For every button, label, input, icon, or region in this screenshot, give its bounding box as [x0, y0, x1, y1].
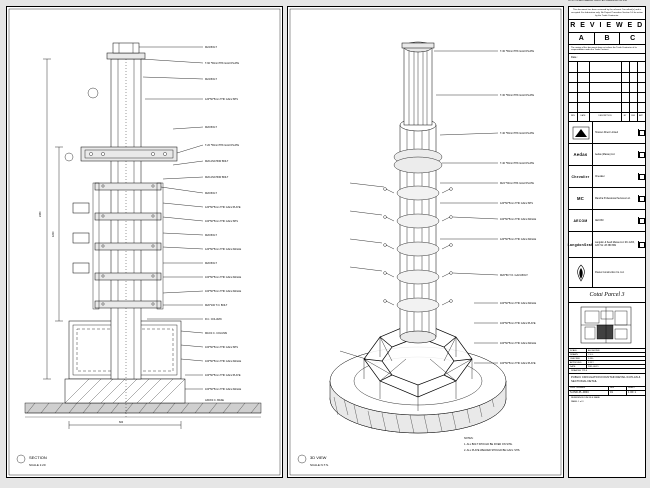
party-check-aecom[interactable]: [638, 217, 645, 224]
sheet-value: 1 OF 1: [628, 391, 636, 395]
svg-text:2. ALL PLATE WELDED SHOULD BE: 2. ALL PLATE WELDED SHOULD BE GALV. SHS.: [464, 449, 521, 452]
mancha-logo-text: MC: [576, 196, 585, 202]
isometric-drawing: [288, 7, 563, 477]
drawing-title: PUBLIC CIRCULATION FOUNTAIN DETAIL 04 PLAN & SECTIONAL DETAIL: [569, 374, 645, 386]
svg-text:M20*80 T.O. GALV.BOLT: M20*80 T.O. GALV.BOLT: [500, 274, 528, 277]
svg-text:M20 BOLT: M20 BOLT: [205, 126, 217, 129]
svg-text:M24 BOLT: M24 BOLT: [205, 46, 217, 49]
svg-text:120*50*5mm THK GALV.PLATE: 120*50*5mm THK GALV.PLATE: [205, 206, 241, 209]
party-name-langdonseah: Langdon & Seah Macau Ltd. Rm 1203, 12/F Tel: 28 389 899: [595, 242, 635, 247]
rev-value: 01: [609, 391, 627, 395]
svg-text:120*50*5mm THK GALV.ANGLE: 120*50*5mm THK GALV.ANGLE: [205, 248, 242, 251]
title-block-panel: [568, 6, 646, 478]
aecom-logo: [569, 210, 593, 231]
dwg-no-value: S-FND-PL-0004: [569, 391, 609, 395]
status-column-b[interactable]: B: [595, 33, 621, 44]
status-column-c[interactable]: C: [630, 35, 636, 43]
svg-text:M24 BOLT: M24 BOLT: [205, 78, 217, 81]
right-view-label: 3D VIEW: [310, 455, 327, 460]
svg-text:100*50*5mm THK GALV.ANGLE: 100*50*5mm THK GALV.ANGLE: [205, 276, 242, 279]
contractor-logo: [569, 258, 593, 287]
aedas-logo-text: Aedas: [573, 152, 588, 158]
date-field[interactable]: Date :: [569, 54, 645, 62]
svg-text:100*50*5mm THK GALV.ANGLE: 100*50*5mm THK GALV.ANGLE: [500, 342, 537, 345]
svg-text:M20 ANCHOR BOLT: M20 ANCHOR BOLT: [205, 160, 229, 163]
svg-text:100*50*5mm THK GALV.PLATE: 100*50*5mm THK GALV.PLATE: [205, 374, 241, 377]
svg-text:M24 *50mmTHK GALV.PLATE: M24 *50mmTHK GALV.PLATE: [500, 182, 534, 185]
svg-text:120*50*5mm THK GALV.SHS: 120*50*5mm THK GALV.SHS: [205, 98, 238, 101]
drawing-number-block: [569, 387, 645, 396]
isometric-notes: [464, 437, 520, 452]
svg-text:R.C. COLUMN: R.C. COLUMN: [205, 318, 222, 321]
svg-text:T-30 *50mmTHK GALV.PLATE: T-30 *50mmTHK GALV.PLATE: [500, 50, 534, 53]
svg-text:M20 ANCHOR BOLT: M20 ANCHOR BOLT: [205, 176, 229, 179]
key-plan[interactable]: [569, 303, 645, 349]
mancha-logo: [569, 188, 593, 209]
svg-text:T-20 *50mmTHK GALV.PLATE: T-20 *50mmTHK GALV.PLATE: [205, 144, 239, 147]
svg-text:100*50*5mm THK GALV.SHS: 100*50*5mm THK GALV.SHS: [205, 346, 238, 349]
party-check-aedas[interactable]: [638, 151, 645, 158]
party-name-hossien: Hossien Direct Limited: [595, 131, 618, 134]
party-row-hossien: [569, 122, 645, 144]
field-scale: SCALE AS SHOWN: [569, 349, 645, 353]
left-view-labels: [205, 46, 242, 402]
project-title: Cotai Parcel 3: [569, 288, 645, 303]
reviewed-note: This document has been reviewed by the relevant Consultant(s) and is accepted. For fabrication only. No Project Procedure Section 5.4 for action by the Trade Contractor.: [569, 7, 645, 20]
party-name-aecom: AECOM: [595, 219, 604, 222]
svg-text:100*50*5mm THK GALV.ANGLE: 100*50*5mm THK GALV.ANGLE: [500, 302, 537, 305]
svg-text:120*50*5mm THK GALV.ANGLE: 120*50*5mm THK GALV.ANGLE: [500, 238, 537, 241]
party-check-langdonseah[interactable]: [638, 241, 645, 248]
rev-col-by: BY: [623, 115, 627, 118]
party-check-chevalier[interactable]: [638, 173, 645, 180]
dwg-no-label: DWG. NUMBER: [569, 387, 609, 390]
svg-text:600: 600: [119, 421, 124, 424]
rev-col-app: APP: [639, 115, 643, 118]
field-checked: CHECKED S.W.L.: [569, 357, 645, 361]
rev-label: REV: [609, 387, 627, 390]
panel-code-1: PANEL 1 of 3: [571, 401, 584, 404]
status-note: The review of this document does not relieve the Trade Contractor of its responsibilities under the Trade Contract.: [569, 45, 645, 54]
svg-text:M20 BOLT: M20 BOLT: [205, 262, 217, 265]
field-date: DATE 2011-08-15: [569, 365, 645, 369]
rev-col-desc: DESCRIPTION: [598, 115, 612, 118]
svg-text:NOTES:: NOTES:: [464, 437, 474, 440]
svg-text:120*50*5mm THK GALV.SHS: 120*50*5mm THK GALV.SHS: [500, 202, 533, 205]
status-column-a[interactable]: A: [569, 33, 595, 44]
rev-col-date: DATE: [580, 115, 586, 118]
reviewed-heading: R E V I E W E D: [569, 20, 645, 33]
section-view-panel: [6, 6, 283, 478]
sheet-label: SHEET: [628, 387, 635, 390]
isometric-view-panel: [287, 6, 564, 478]
svg-text:1200: 1200: [52, 231, 55, 237]
svg-text:T-60 *50mmTHK GALV.PLATE: T-60 *50mmTHK GALV.PLATE: [205, 62, 239, 65]
right-view-scale: SCALE N.T.S.: [310, 463, 329, 467]
party-name-chevalier: Chevalier: [595, 175, 605, 178]
svg-text:M16 R.C. COLUMN: M16 R.C. COLUMN: [205, 332, 228, 335]
chevalier-logo-text: Chevalier: [571, 174, 590, 179]
drawing-title-label: DRAWING TITLE: [569, 369, 645, 374]
drawing-file-note: REFERENCE DIM FILE NAME: [571, 396, 600, 399]
hossien-logo: [569, 122, 593, 143]
party-row-chevalier: [569, 166, 645, 188]
rev-col-chk: CHK: [631, 115, 635, 118]
party-row-langdonseah: [569, 232, 645, 258]
party-name-mancha: Mancha Professional Services Ltd.: [595, 197, 631, 200]
svg-text:100*50*5mm THK GALV.PLATE: 100*50*5mm THK GALV.PLATE: [500, 322, 536, 325]
party-check-hossien[interactable]: [638, 129, 645, 136]
field-approved: APPROVED K.W.T.: [569, 361, 645, 365]
rev-col-rev: REV: [571, 115, 575, 118]
svg-text:T-40 *50mmTHK GALV.PLATE: T-40 *50mmTHK GALV.PLATE: [500, 132, 534, 135]
svg-text:T-40 *50mmTHK GALV.PLATE: T-40 *50mmTHK GALV.PLATE: [500, 162, 534, 165]
sheet-top-note: DO NOT SCALE DRAWING. VERIFY ALL DIMENSIONS ON SITE: [568, 0, 628, 2]
party-name-aedas: Aedas (Macau) Ltd.: [595, 153, 616, 156]
party-check-mancha[interactable]: [638, 195, 645, 202]
field-drawn: DRAWN C.K.L.: [569, 353, 645, 357]
svg-text:1. ALL BOLT SHOULD BE FIXED ON: 1. ALL BOLT SHOULD BE FIXED ON SITE.: [464, 443, 513, 446]
party-row-aecom: [569, 210, 645, 232]
svg-text:M20*100 T.O. BOLT: M20*100 T.O. BOLT: [205, 304, 228, 307]
isometric-labels: [500, 50, 537, 365]
svg-text:M20 BOLT: M20 BOLT: [205, 192, 217, 195]
revision-table: [569, 62, 645, 122]
left-view-label: SECTION: [29, 455, 47, 460]
svg-text:M20 BOLT: M20 BOLT: [205, 234, 217, 237]
langdonseah-logo-text: LangdonSeah: [567, 242, 594, 247]
langdonseah-logo: [569, 232, 593, 257]
section-drawing: [7, 7, 282, 477]
svg-text:100*50*5mm THK GALV.ANGLE: 100*50*5mm THK GALV.ANGLE: [205, 290, 242, 293]
party-row-mancha: [569, 188, 645, 210]
title-block-fields: [569, 349, 645, 369]
svg-text:100*50*5mm THK GALV.ANGLE: 100*50*5mm THK GALV.ANGLE: [205, 360, 242, 363]
chevalier-logo: [569, 166, 593, 187]
party-row-aedas: [569, 144, 645, 166]
svg-text:T-30 *50mmTHK GALV.PLATE: T-30 *50mmTHK GALV.PLATE: [500, 94, 534, 97]
svg-text:100*50*5mm THK GALV.PLATE: 100*50*5mm THK GALV.PLATE: [500, 362, 536, 365]
svg-text:A393 R.C. BASE: A393 R.C. BASE: [205, 399, 224, 402]
contractor-row: [569, 258, 645, 288]
svg-text:100*50*5mm THK GALV.SHS: 100*50*5mm THK GALV.SHS: [205, 220, 238, 223]
aecom-logo-text: AECOM: [573, 218, 588, 223]
aedas-logo: [569, 144, 593, 165]
svg-text:100*50*5mm THK GALV.ANGLE: 100*50*5mm THK GALV.ANGLE: [500, 218, 537, 221]
left-view-scale: SCALE 1:20: [29, 463, 46, 467]
svg-text:100*50*5mm THK GALV.ANGLE: 100*50*5mm THK GALV.ANGLE: [205, 388, 242, 391]
contractor-name: Paulex Construction Co. Ltd.: [595, 271, 625, 274]
svg-text:2450: 2450: [39, 211, 42, 217]
